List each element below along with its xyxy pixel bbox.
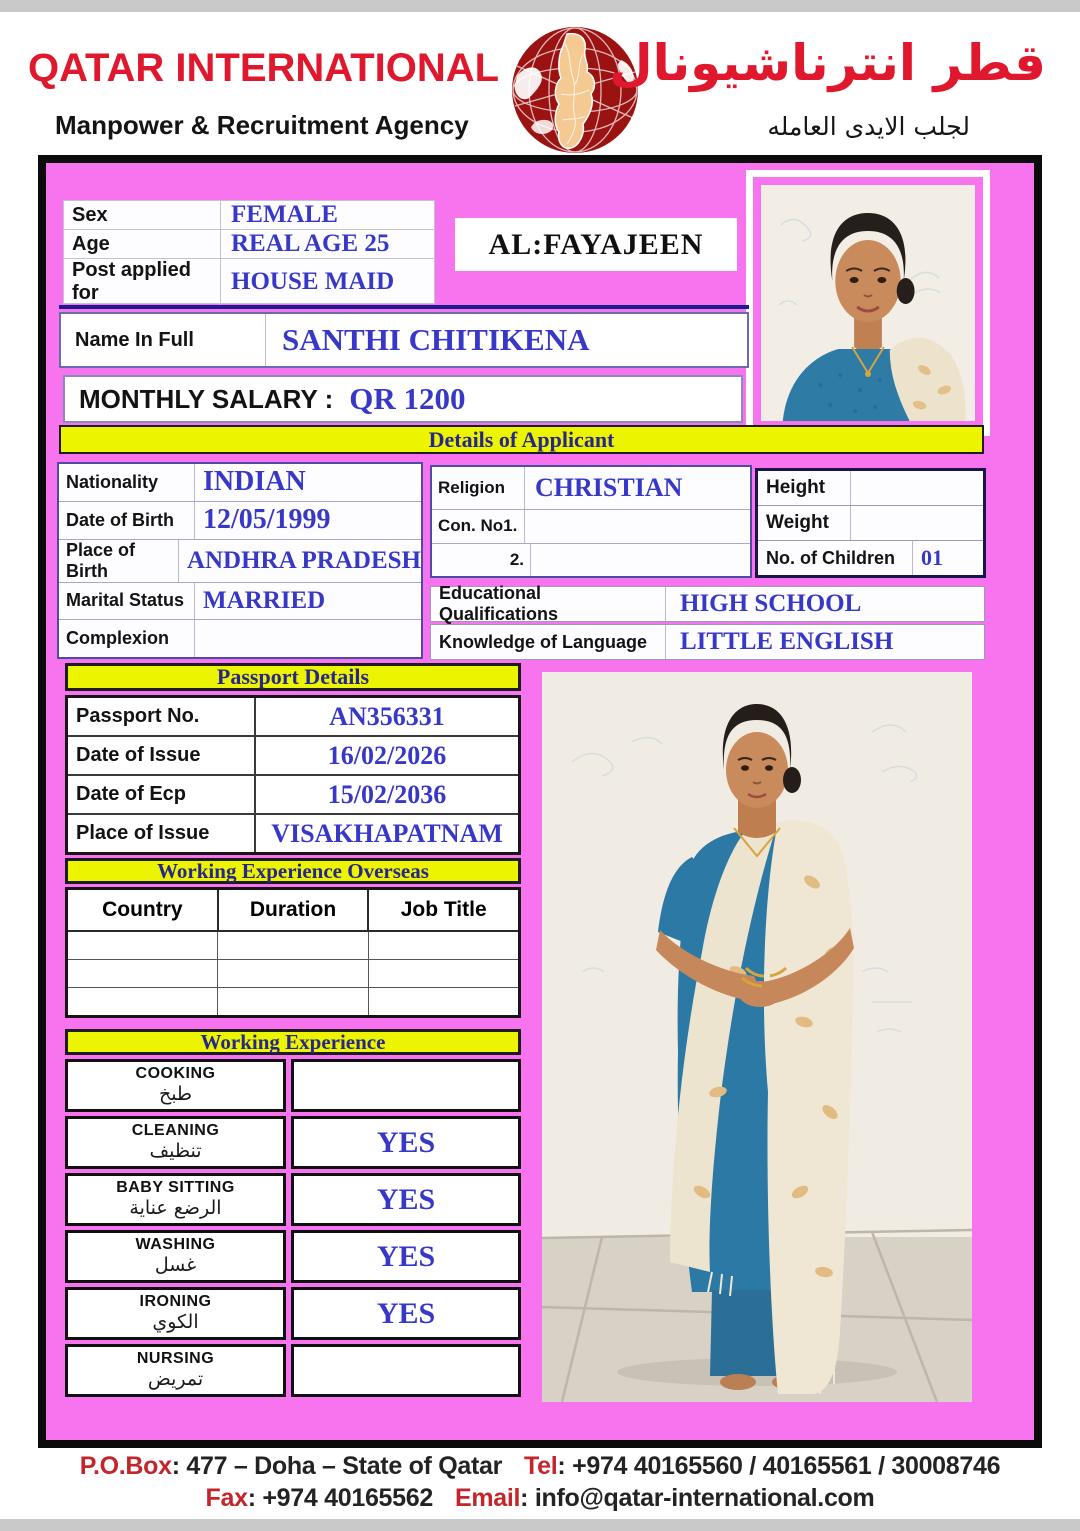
- age-label: Age: [64, 230, 221, 258]
- place-of-birth-label: Place of Birth: [59, 540, 179, 582]
- date-of-issue-label: Date of Issue: [68, 737, 256, 774]
- overseas-cell: [218, 960, 368, 987]
- post-value: HOUSE MAID: [231, 268, 395, 295]
- skill-value-cell: [291, 1230, 521, 1283]
- skill-row-washing: [65, 1230, 521, 1283]
- table-row: [758, 471, 983, 506]
- name-row: [59, 312, 749, 368]
- table-row: [68, 988, 518, 1015]
- date-of-issue-value: 16/02/2026: [327, 740, 447, 770]
- skill-value: YES: [376, 1125, 436, 1159]
- applicant-photo-headshot: [746, 170, 990, 436]
- overseas-cell: [369, 960, 518, 987]
- salary-row: [63, 375, 743, 423]
- education-label: Educational Qualifications: [431, 587, 666, 621]
- contact-no1-label: Con. No1.: [432, 510, 525, 544]
- personal-info-table: [63, 200, 435, 304]
- table-row: [59, 464, 421, 502]
- skill-label: [65, 1173, 286, 1226]
- table-row: [68, 960, 518, 988]
- complexion-label: Complexion: [59, 620, 195, 657]
- skill-row-nursing: [65, 1344, 521, 1397]
- skill-name-ar: غسل: [154, 1253, 197, 1276]
- job-title-header: Job Title: [400, 898, 487, 921]
- children-value: 01: [921, 545, 943, 570]
- place-of-issue-label: Place of Issue: [68, 815, 256, 852]
- overseas-cell: [369, 932, 518, 959]
- nationality-label: Nationality: [59, 464, 195, 501]
- experience-banner-title: Working Experience: [200, 1029, 386, 1054]
- skill-value-cell: [291, 1116, 521, 1169]
- fax-label: Fax: [205, 1484, 248, 1512]
- contact-no2-label: 2.: [432, 544, 531, 576]
- country-header: Country: [68, 890, 219, 930]
- physical-table: [755, 468, 986, 578]
- passport-no-label: Passport No.: [68, 698, 256, 735]
- details-left-table: [57, 462, 423, 659]
- place-of-issue-value: VISAKHAPATNAM: [271, 818, 503, 848]
- pobox-value: : 477 – Doha – State of Qatar: [171, 1452, 503, 1480]
- weight-label: Weight: [758, 506, 851, 540]
- skill-label: [65, 1344, 286, 1397]
- overseas-banner: [65, 858, 521, 884]
- passport-no-value: AN356331: [329, 701, 445, 731]
- agency-subtitle-arabic: لجلب الايدى العامله: [767, 112, 970, 141]
- bottom-bar: [0, 1521, 1080, 1531]
- salary-value: QR 1200: [349, 381, 466, 416]
- place-of-birth-value: ANDHRA PRADESH: [186, 546, 421, 574]
- sex-value: FEMALE: [231, 201, 338, 228]
- post-label: Post applied for: [64, 259, 221, 305]
- skill-value-cell: [291, 1059, 521, 1112]
- table-row: [64, 201, 434, 230]
- duration-header: Duration: [219, 890, 370, 930]
- skill-value-cell: [291, 1173, 521, 1226]
- children-label: No. of Children: [758, 541, 913, 575]
- table-row: [59, 502, 421, 540]
- applicant-photo-full: [542, 672, 972, 1402]
- marital-status-value: MARRIED: [203, 586, 326, 614]
- overseas-cell: [218, 988, 368, 1015]
- agency-name: QATAR INTERNATIONAL: [28, 46, 500, 90]
- table-row: [68, 932, 518, 960]
- overseas-cell: [218, 932, 368, 959]
- table-row: [59, 620, 421, 657]
- footer-contact: [0, 1452, 1080, 1516]
- skill-name-ar: الرضع عناية: [129, 1196, 222, 1219]
- skill-value: YES: [376, 1296, 436, 1330]
- name-label: Name In Full: [61, 314, 266, 366]
- tel-value: : +974 40165560 / 40165561 / 30008746: [557, 1452, 1001, 1480]
- overseas-header-row: [68, 890, 518, 932]
- passport-banner-title: Passport Details: [216, 664, 370, 689]
- skill-value-cell: [291, 1287, 521, 1340]
- skill-name-ar: تنظيف: [149, 1139, 202, 1162]
- sponsor-box: [455, 218, 737, 271]
- table-row: [758, 541, 983, 575]
- skill-row-ironing: [65, 1287, 521, 1340]
- skill-name-ar: تمريض: [147, 1367, 204, 1390]
- marital-status-label: Marital Status: [59, 583, 195, 620]
- language-row: [430, 624, 985, 660]
- height-label: Height: [758, 471, 851, 505]
- experience-banner: [65, 1029, 521, 1055]
- overseas-table: [65, 887, 521, 1018]
- photo-matte: [753, 177, 983, 429]
- table-row: [64, 230, 434, 259]
- email-value: : info@qatar-international.com: [520, 1484, 875, 1512]
- language-label: Knowledge of Language: [431, 625, 666, 659]
- religion-value: CHRISTIAN: [535, 472, 683, 502]
- age-value: REAL AGE 25: [231, 230, 390, 257]
- nationality-value: INDIAN: [203, 466, 306, 498]
- skill-label: [65, 1287, 286, 1340]
- table-row: [68, 776, 518, 815]
- sex-label: Sex: [64, 201, 221, 229]
- skill-name-ar: طبخ: [158, 1082, 193, 1105]
- skill-value: YES: [376, 1239, 436, 1273]
- sponsor-name: AL:FAYAJEEN: [488, 227, 704, 261]
- skill-name-en: NURSING: [136, 1350, 215, 1368]
- table-row: [68, 698, 518, 737]
- overseas-banner-title: Working Experience Overseas: [157, 858, 429, 883]
- date-of-ecp-value: 15/02/2036: [327, 779, 447, 809]
- religion-table: [430, 465, 752, 578]
- skill-value-cell: [291, 1344, 521, 1397]
- table-row: [68, 737, 518, 776]
- details-banner-title: Details of Applicant: [428, 426, 615, 452]
- skill-name-en: WASHING: [135, 1236, 216, 1254]
- footer-line-1: [0, 1452, 1080, 1481]
- skill-name-en: IRONING: [139, 1293, 212, 1311]
- passport-banner: [65, 663, 521, 691]
- overseas-cell: [68, 988, 218, 1015]
- education-value: HIGH SCHOOL: [680, 590, 862, 617]
- skill-name-en: CLEANING: [131, 1122, 220, 1140]
- table-row: [64, 259, 434, 305]
- skill-row-cleaning: [65, 1116, 521, 1169]
- table-row: [432, 544, 750, 576]
- language-value: LITTLE ENGLISH: [680, 628, 894, 655]
- skills-table: [65, 1059, 521, 1397]
- fax-value: : +974 40165562: [247, 1484, 433, 1512]
- email-label: Email: [454, 1484, 521, 1512]
- footer-line-2: [0, 1484, 1080, 1513]
- name-value: SANTHI CHITIKENA: [282, 322, 590, 357]
- skill-label: [65, 1116, 286, 1169]
- agency-subtitle: Manpower & Recruitment Agency: [55, 110, 469, 140]
- divider-line: [59, 305, 749, 309]
- skill-row-baby-sitting: [65, 1173, 521, 1226]
- agency-name-arabic: قطر انترناشيونال: [609, 34, 1046, 92]
- table-row: [758, 506, 983, 541]
- overseas-cell: [68, 960, 218, 987]
- date-of-birth-label: Date of Birth: [59, 502, 195, 539]
- skill-label: [65, 1059, 286, 1112]
- skill-row-cooking: [65, 1059, 521, 1112]
- pobox-label: P.O.Box: [79, 1452, 172, 1480]
- tel-label: Tel: [524, 1452, 558, 1480]
- passport-table: [65, 695, 521, 855]
- salary-label: MONTHLY SALARY :: [79, 383, 334, 414]
- form-frame: [38, 155, 1042, 1448]
- table-row: [432, 467, 750, 510]
- overseas-cell: [68, 932, 218, 959]
- table-row: [432, 510, 750, 545]
- details-banner: [59, 425, 984, 454]
- date-of-birth-value: 12/05/1999: [203, 504, 331, 536]
- date-of-ecp-label: Date of Ecp: [68, 776, 256, 813]
- skill-value: YES: [376, 1182, 436, 1216]
- overseas-cell: [369, 988, 518, 1015]
- religion-label: Religion: [432, 467, 525, 509]
- skill-name-ar: الكوي: [152, 1310, 199, 1333]
- skill-name-en: BABY SITTING: [116, 1179, 235, 1197]
- table-row: [68, 815, 518, 852]
- skill-label: [65, 1230, 286, 1283]
- table-row: [59, 583, 421, 621]
- education-row: [430, 583, 985, 624]
- table-row: [59, 540, 421, 583]
- skill-name-en: COOKING: [135, 1065, 216, 1083]
